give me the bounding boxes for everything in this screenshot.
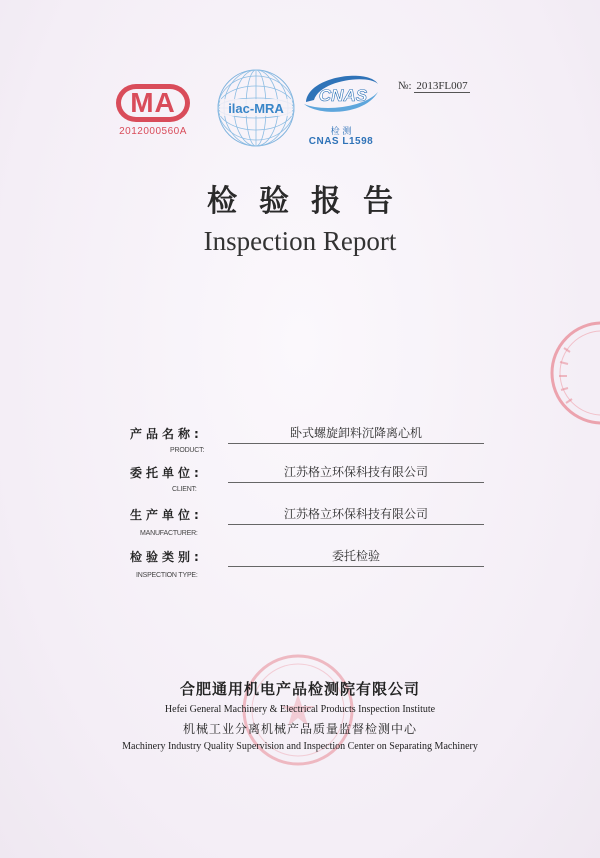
ilac-globe-icon: [214, 66, 298, 150]
seal-stamp-side: [540, 318, 600, 428]
field-client-label-en: CLIENT:: [172, 486, 197, 493]
page-title-en: Inspection Report: [203, 226, 397, 256]
report-number-prefix: №:: [398, 80, 412, 92]
cma-logo: [108, 78, 198, 142]
field-manufacturer: [130, 506, 490, 546]
ilac-text: ilac-MRA: [228, 101, 284, 116]
field-inspection-type-value: 委托检验: [228, 547, 484, 567]
cnas-accreditation-code: CNAS L1598: [308, 136, 374, 147]
ilac-mra-logo: [214, 66, 298, 150]
field-inspection-type-label-en: INSPECTION TYPE:: [136, 572, 198, 579]
field-client-label: 委托单位:: [130, 466, 203, 480]
field-product: [130, 425, 490, 465]
field-inspection-type: [130, 548, 490, 588]
cnas-text: CNAS: [318, 86, 368, 105]
field-product-label: 产品名称:: [130, 427, 203, 441]
org-name-en: Hefei General Machinery & Electrical Products Inspection Institute: [164, 704, 436, 715]
center-name-en: Machinery Industry Quality Supervision and Inspection Center on Separating Machinery: [122, 741, 478, 752]
field-client: [130, 464, 490, 504]
field-manufacturer-label-en: MANUFACTURER:: [140, 530, 198, 537]
center-name-cn: 机械工业分离机械产品质量监督检测中心: [182, 722, 417, 736]
page-title-cn: 检验报告: [207, 184, 415, 219]
field-product-label-en: PRODUCT:: [170, 447, 205, 454]
cnas-swoosh-icon: [298, 66, 384, 124]
field-inspection-type-label: 检验类别:: [130, 550, 203, 564]
report-number: [398, 80, 470, 92]
cma-mark: MA: [116, 84, 190, 122]
org-name-cn: 合肥通用机电产品检测院有限公司: [179, 680, 420, 698]
cnas-logo: [298, 66, 384, 150]
field-client-value: 江苏格立环保科技有限公司: [228, 463, 484, 483]
cnas-sub-label: 检 测: [330, 127, 352, 137]
field-manufacturer-value: 江苏格立环保科技有限公司: [228, 505, 484, 525]
field-product-value: 卧式螺旋卸料沉降离心机: [228, 424, 484, 444]
report-number-value: 2013FL007: [416, 80, 468, 92]
field-manufacturer-label: 生产单位:: [130, 508, 203, 522]
cma-code: 2012000560A: [119, 126, 187, 137]
